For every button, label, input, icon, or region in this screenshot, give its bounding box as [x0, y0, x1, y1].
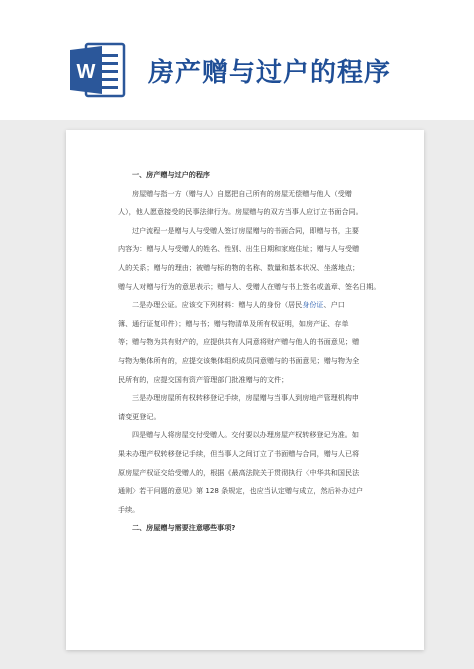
paragraph-line: 内容为：赠与人与受赠人的姓名、性别、出生日期和家庭住址；赠与人与受赠 — [118, 244, 360, 254]
paragraph-line: 与物为集体所有的，应提交该集体组织成员同意赠与的书面意见；赠与物为全 — [118, 355, 360, 365]
paragraph-line: 四是赠与人将房屋交付受赠人。交付要以办理房屋产权转移登记为准。如 — [132, 430, 359, 440]
paragraph-line: 通则〉若干问题的意见》第 128 条规定，也应当认定赠与成立，然后补办过户 — [118, 486, 364, 496]
paragraph-line: 三是办理房屋所有权转移登记手续，房屋赠与当事人到房地产管理机构申 — [132, 393, 359, 403]
document-page — [66, 130, 424, 650]
paragraph-line: 房屋赠与指一方（赠与人）自愿把自己所有的房屋无偿赠与他人（受赠 — [132, 188, 352, 198]
id-card-link[interactable]: 身份证 — [302, 300, 324, 310]
paragraph-line: 等；赠与物为共有财产的，应提供共有人同意将财产赠与他人的书面意见；赠 — [118, 337, 360, 347]
word-icon — [68, 40, 126, 100]
paragraph-line: 人），他人愿意接受的民事法律行为。房屋赠与的双方当事人应订立书面合同。 — [118, 207, 363, 217]
header-banner — [0, 0, 474, 120]
section-heading: 二、房屋赠与需要注意哪些事项? — [132, 523, 236, 533]
paragraph-line: 手续。 — [118, 504, 140, 514]
paragraph-line: 过户流程一是赠与人与受赠人签订房屋赠与的书面合同，即赠与书，主要 — [132, 225, 359, 235]
paragraph-text: 二是办理公证。应该交下列材料：赠与人的身份（居民 — [132, 300, 303, 310]
paragraph-line: 民所有的，应提交国有资产管理部门批准赠与的文件； — [118, 374, 289, 384]
svg-text:W: W — [76, 61, 96, 83]
paragraph-line: 簿、通行证复印件）；赠与书；赠与物清单及所有权证明，如房产证、存单 — [118, 318, 349, 328]
paragraph-text: 、户口 — [323, 300, 345, 310]
section-heading: 一、房产赠与过户的程序 — [132, 170, 211, 179]
paragraph-line — [132, 296, 388, 315]
paragraph-line: 赠与人对赠与行为的意思表示；赠与人、受赠人在赠与书上签名或盖章、签名日期。 — [118, 281, 381, 291]
paragraph-line: 请变更登记。 — [118, 411, 161, 421]
paragraph-line: 原房屋产权证交给受赠人的，根据《最高法院关于贯彻执行〈中华共和国民法 — [118, 467, 360, 477]
document-body — [118, 166, 388, 538]
paragraph-line: 人的关系；赠与的理由；被赠与标的物的名称、数量和基本状况、坐落地点； — [118, 262, 360, 272]
page-title: 房产赠与过户的程序 — [148, 58, 392, 88]
paragraph-line: 果未办理产权转移登记手续，但当事人之间订立了书面赠与合同，赠与人已将 — [118, 448, 360, 458]
